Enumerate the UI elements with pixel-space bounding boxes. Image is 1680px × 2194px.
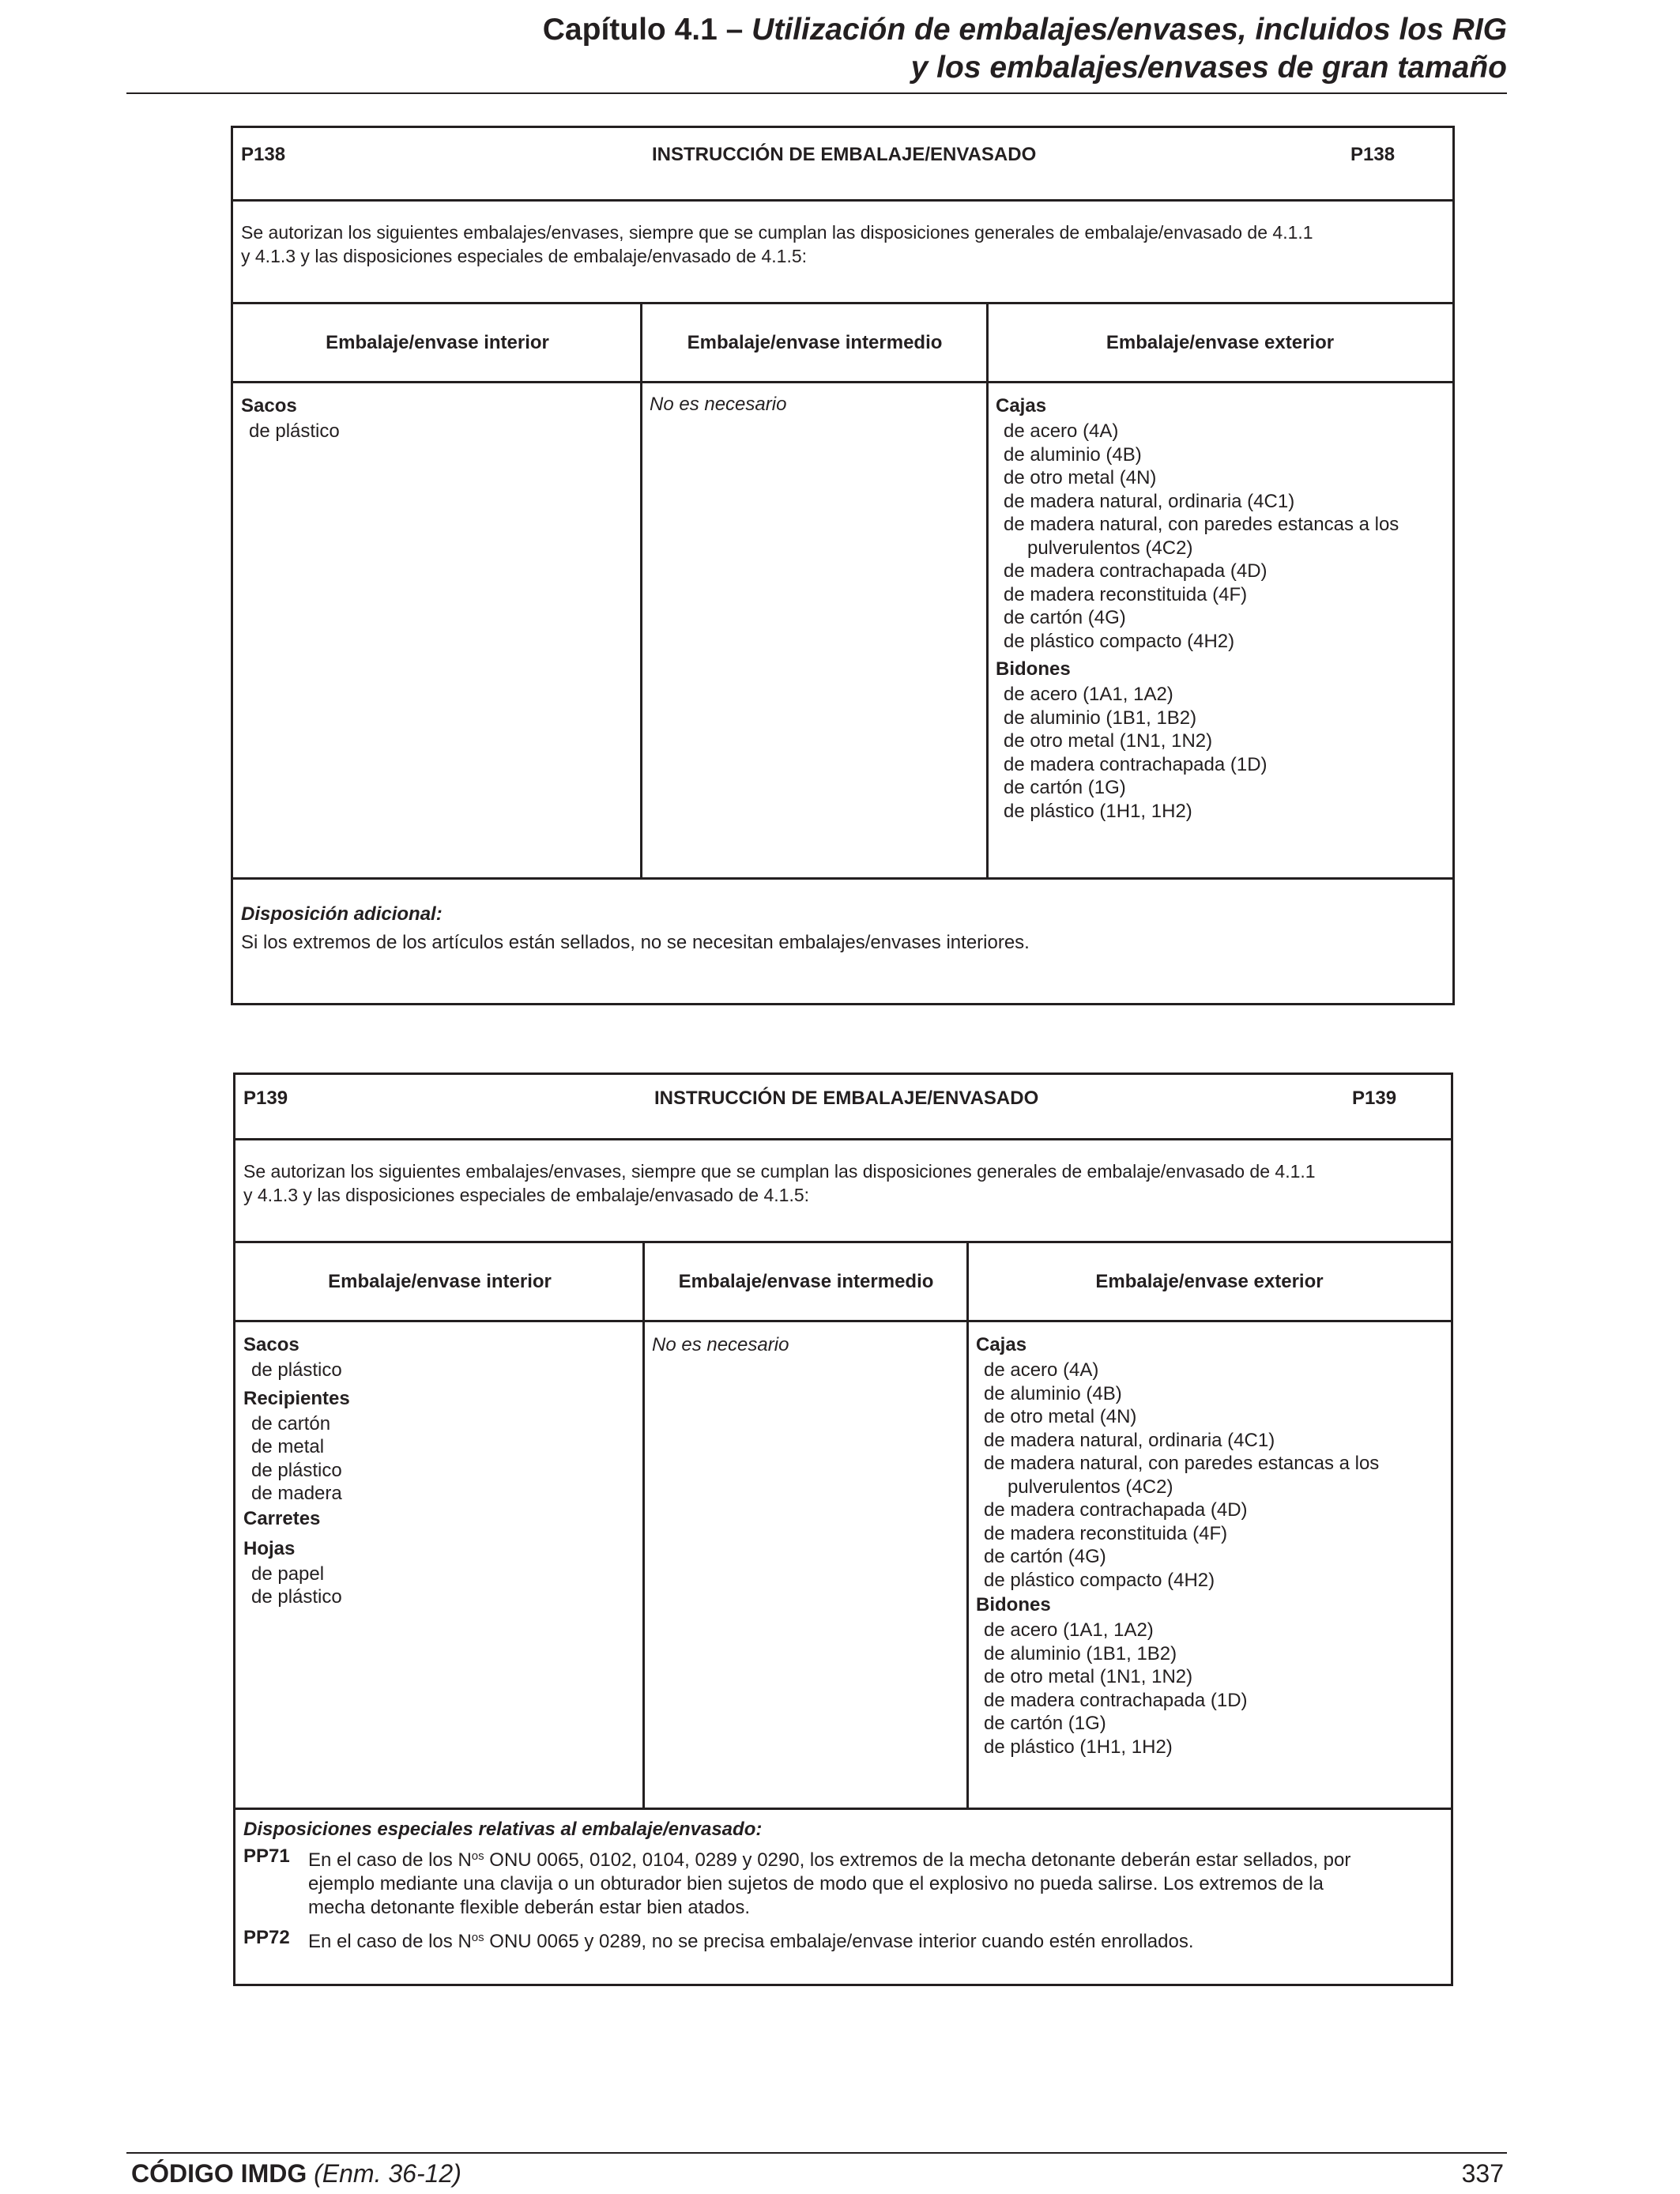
header-line-1	[126, 11, 1507, 49]
group-cajas: Cajas	[976, 1334, 1027, 1355]
list-item: de cartón (1G)	[1004, 777, 1126, 798]
list-item: de plástico	[251, 1459, 342, 1481]
notes-title: Disposiciones especiales relativas al embalaje/envasado:	[243, 1819, 763, 1840]
list-item: de otro metal (1N1, 1N2)	[1004, 730, 1213, 752]
group-hojas: Hojas	[243, 1537, 296, 1559]
instruction-code-right: P138	[1350, 144, 1396, 165]
table-title-row	[235, 1075, 1451, 1140]
column-header-intermediate: Embalaje/envase intermedio	[687, 331, 943, 353]
instruction-title: INSTRUCCIÓN DE EMBALAJE/ENVASADO	[654, 1088, 1039, 1109]
intermediate-packaging-value: No es necesario	[650, 394, 787, 415]
list-item: de madera natural, con paredes estancas a los	[1004, 514, 1399, 535]
intermediate-packaging-value: No es necesario	[652, 1334, 789, 1355]
list-item: de cartón (4G)	[1004, 607, 1126, 628]
footer-rule	[126, 2152, 1507, 2154]
packing-table-p139	[233, 1072, 1453, 1986]
instruction-title: INSTRUCCIÓN DE EMBALAJE/ENVASADO	[652, 144, 1037, 165]
provision-text-part: ONU 0065, 0102, 0104, 0289 y 0290, los extremos de la mecha detonante deberán estar sellados, por	[484, 1849, 1351, 1871]
column-headers	[235, 1243, 1451, 1322]
column-header-outer: Embalaje/envase exterior	[1106, 331, 1335, 353]
provision-pp71	[243, 1845, 1443, 1920]
list-item: de metal	[251, 1436, 325, 1457]
header-rule	[126, 92, 1507, 94]
list-item: de plástico compacto (4H2)	[1004, 630, 1235, 652]
list-item: de acero (4A)	[1004, 420, 1119, 442]
notes-title: Disposición adicional:	[241, 903, 443, 925]
intro-line-1: Se autorizan los siguientes embalajes/envases, siempre que se cumplan las disposiciones generales de embalaje/envasado de 4.1.1	[243, 1161, 1316, 1182]
list-item: de aluminio (4B)	[1004, 443, 1142, 466]
provision-text-line: ejemplo mediante una clavija o un obturador bien sujetos de modo que el explosivo no pueda salirse. Los extremos de la	[308, 1873, 1324, 1894]
chapter-title-line-1: Utilización de embalajes/envases, incluidos los RIG	[751, 13, 1507, 47]
provision-text	[308, 1926, 1443, 1954]
list-item-continuation: pulverulentos (4C2)	[1027, 537, 1193, 559]
list-item: de madera natural, ordinaria (4C1)	[1004, 490, 1295, 512]
instruction-code-right: P139	[1352, 1088, 1397, 1109]
instruction-code-left: P138	[241, 144, 286, 165]
list-item: de madera	[251, 1483, 342, 1504]
column-header-outer: Embalaje/envase exterior	[1095, 1270, 1324, 1292]
group-cajas: Cajas	[996, 395, 1047, 417]
list-item: de aluminio (1B1, 1B2)	[1004, 707, 1197, 729]
outer-packaging-list	[976, 1332, 1450, 1759]
list-item: de cartón (1G)	[984, 1713, 1106, 1734]
intro-line-2: y 4.1.3 y las disposiciones especiales de embalaje/envasado de 4.1.5:	[241, 246, 808, 266]
table-title-row	[233, 128, 1452, 202]
list-item: de aluminio (1B1, 1B2)	[984, 1642, 1177, 1664]
group-sacos: Sacos	[241, 395, 297, 417]
table-body-row	[235, 1322, 1451, 1810]
list-item: de madera contrachapada (1D)	[1004, 753, 1268, 775]
provision-pp72	[243, 1926, 1443, 1954]
group-carretes: Carretes	[243, 1507, 321, 1529]
list-item: de madera contrachapada (4D)	[984, 1499, 1248, 1521]
list-item-continuation: pulverulentos (4C2)	[1008, 1476, 1173, 1498]
list-item: de otro metal (4N)	[1004, 467, 1157, 488]
list-item: de madera contrachapada (4D)	[1004, 560, 1268, 582]
intro-line-1: Se autorizan los siguientes embalajes/envases, siempre que se cumplan las disposiciones generales de embalaje/envasado de 4.1.1	[241, 222, 1313, 243]
list-item: de plástico (1H1, 1H2)	[984, 1736, 1173, 1758]
additional-provision	[233, 903, 1452, 955]
group-bidones: Bidones	[976, 1594, 1051, 1615]
superscript: os	[471, 1849, 484, 1863]
list-item: de madera natural, con paredes estancas a los	[984, 1453, 1380, 1474]
list-item: de aluminio (4B)	[984, 1382, 1122, 1404]
list-item: de madera natural, ordinaria (4C1)	[984, 1429, 1275, 1451]
amendment-label: (Enm. 36-12)	[314, 2159, 461, 2188]
column-header-inner: Embalaje/envase interior	[326, 331, 549, 353]
list-item: de plástico	[249, 420, 340, 442]
list-item: de plástico (1H1, 1H2)	[1004, 800, 1192, 822]
group-sacos: Sacos	[243, 1334, 299, 1355]
list-item: de acero (1A1, 1A2)	[984, 1619, 1154, 1641]
instruction-code-left: P139	[243, 1088, 288, 1109]
superscript: os	[471, 1931, 484, 1944]
special-packing-provisions	[235, 1818, 1451, 1954]
intro-line-2: y 4.1.3 y las disposiciones especiales de embalaje/envasado de 4.1.5:	[243, 1185, 810, 1205]
list-item: de madera reconstituida (4F)	[984, 1522, 1228, 1544]
intro-text	[233, 202, 1452, 304]
intro-text	[235, 1140, 1451, 1243]
list-item: de plástico compacto (4H2)	[984, 1569, 1215, 1591]
page-number: 337	[1461, 2159, 1504, 2188]
column-header-intermediate: Embalaje/envase intermedio	[678, 1270, 934, 1292]
column-headers	[233, 304, 1452, 383]
list-item: de madera reconstituida (4F)	[1004, 583, 1248, 605]
list-item: de madera contrachapada (1D)	[984, 1689, 1248, 1711]
provision-text-line: mecha detonante flexible deberán estar bien atados.	[308, 1897, 751, 1918]
list-item: de papel	[251, 1563, 325, 1585]
table-body-row	[233, 383, 1452, 880]
page-header	[126, 11, 1507, 87]
group-recipientes: Recipientes	[243, 1387, 350, 1409]
group-bidones: Bidones	[996, 658, 1071, 680]
provision-text-part: En el caso de los N	[308, 1849, 472, 1871]
inner-packaging-list	[243, 1332, 635, 1609]
inner-packaging-list	[241, 393, 632, 443]
provision-code: PP72	[243, 1927, 290, 1948]
packing-table-p138	[231, 126, 1455, 1005]
publication-name: CÓDIGO IMDG	[131, 2159, 307, 2188]
list-item: de acero (1A1, 1A2)	[1004, 684, 1173, 705]
chapter-title-line-2: y los embalajes/envases de gran tamaño	[910, 51, 1507, 85]
list-item: de cartón	[251, 1412, 331, 1434]
note-text: Si los extremos de los artículos están sellados, no se necesitan embalajes/envases interiores.	[241, 932, 1030, 953]
list-item: de plástico	[251, 1359, 342, 1381]
list-item: de plástico	[251, 1586, 342, 1608]
provision-text-part: ONU 0065 y 0289, no se precisa embalaje/envase interior cuando estén enrollados.	[484, 1931, 1194, 1952]
list-item: de otro metal (4N)	[984, 1406, 1137, 1427]
footer-publication	[131, 2159, 461, 2188]
list-item: de acero (4A)	[984, 1359, 1099, 1381]
list-item: de cartón (4G)	[984, 1546, 1106, 1567]
provision-text-part: En el caso de los N	[308, 1931, 472, 1952]
column-header-inner: Embalaje/envase interior	[328, 1270, 552, 1292]
chapter-number: Capítulo 4.1 –	[542, 13, 752, 47]
list-item: de otro metal (1N1, 1N2)	[984, 1666, 1193, 1687]
outer-packaging-list	[996, 393, 1450, 823]
provision-text	[308, 1845, 1443, 1920]
provision-code: PP71	[243, 1845, 290, 1867]
